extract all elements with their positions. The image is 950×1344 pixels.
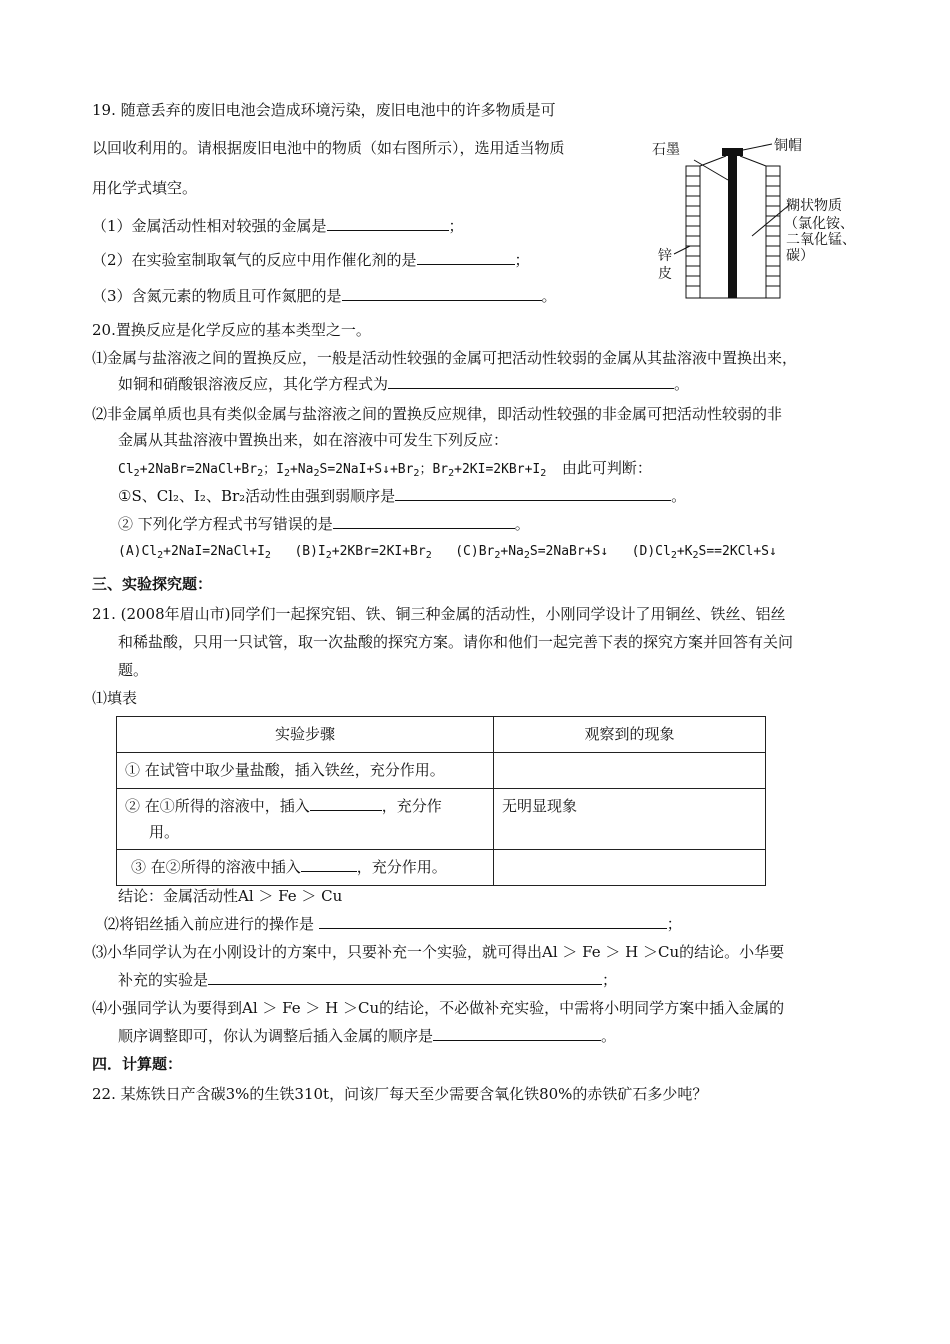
label-graphite: 石墨 [652,142,680,158]
q21-q4-line1: ⑷小强同学认为要得到Al ＞ Fe ＞ H ＞Cu的结论，不必做补充实验，中需将小明同学方案中插入金属的 [92,999,785,1017]
label-paste-3: 二氧化锰、 [786,232,856,248]
row3-step [117,850,494,886]
answer-blank-q21-2[interactable] [319,914,667,929]
q21-q4-text: 顺序调整即可，你认为调整后插入金属的顺序是 [118,1027,434,1045]
q20-qb-text: ② 下列化学方程式书写错误的是 [118,515,333,533]
q20-qa-end: 。 [671,487,687,505]
answer-blank-q19-3[interactable] [342,286,542,301]
q19-sub3 [92,286,557,306]
q21-q4-end: 。 [601,1027,617,1045]
label-paste-4: 碳） [786,248,814,264]
q20-p1-line1: ⑴金属与盐溶液之间的置换反应，一般是活动性较强的金属可把活动性较弱的金属从其盐溶液中置换出来， [92,349,798,367]
battery-diagram [648,136,888,306]
option-d[interactable]: $(D)Cl_2+K_2S==2KCl+S↓$ [631,544,777,561]
q20-p1-end: 。 [674,375,690,393]
q21-line1: 21. (2008年眉山市)同学们一起探究铝、铁、铜三种金属的活动性，小刚同学设计了用铜丝、铁丝、铝丝 [92,605,786,623]
q21-fill-table: ⑴填表 [92,689,138,707]
q19-sub1-text: （1）金属活动性相对较强的金属是 [92,217,327,235]
row1-observation[interactable] [494,753,766,789]
q20-qa-text: ①S、Cl₂、I₂、Br₂活动性由强到弱顺序是 [118,487,396,505]
zinc-wall-right [766,166,780,298]
q20-options [118,542,777,562]
answer-blank-q21-3[interactable] [208,970,602,985]
row3-observation[interactable] [494,850,766,886]
q19-sub1 [92,216,464,236]
row2-step-b: ，充分作 [381,797,442,815]
q19-sub2 [92,250,530,270]
q19-sub1-end: ； [448,217,464,235]
row3-step-a: ③ 在②所得的溶液中插入 [131,858,301,876]
q20-title: 20.置换反应是化学反应的基本类型之一。 [92,321,371,339]
answer-blank-q20-a[interactable] [395,486,671,501]
row2-step [117,789,494,850]
q20-p1-line2 [118,374,689,394]
answer-blank-q20-1[interactable] [388,374,674,389]
row3-step-b: ，充分作用。 [356,858,447,876]
section4-title: 四．计算题： [92,1055,183,1073]
q21-q2 [104,914,682,934]
q19-line2: 以回收利用的。请根据废旧电池中的物质（如右图所示），选用适当物质 [92,139,565,157]
label-paste-1: 糊状物质 [786,198,842,214]
label-zinc-2: 皮 [658,266,672,282]
q20-p2-line2: 金属从其盐溶液中置换出来，如在溶液中可发生下列反应： [118,431,509,449]
q19-sub2-text: （2）在实验室制取氧气的反应中用作催化剂的是 [92,251,417,269]
q20-p1-text: 如铜和硝酸银溶液反应，其化学方程式为 [118,375,389,393]
answer-blank-row2[interactable] [310,796,382,811]
row1-step: ① 在试管中取少量盐酸，插入铁丝，充分作用。 [117,753,494,789]
q22-text: 22. 某炼铁日产含碳3%的生铁310t，问该厂每天至少需要含氧化铁80%的赤铁矿石多少吨？ [92,1085,708,1103]
option-c[interactable]: $(C)Br_2+Na_2S=2NaBr+S↓$ [455,544,609,561]
label-copper-cap: 铜帽 [774,138,802,154]
q20-equations: $Cl_2+2NaBr=2NaCl+Br_2$；$I_2+Na_2S=2NaI+S↓+Br_2$；$Br_2+2KI=2KBr+I_2$ 由此可判断： [118,459,652,479]
q21-line3: 题。 [118,661,149,679]
answer-blank-row3[interactable] [301,857,357,872]
q19-line1: 19. 随意丢弃的废旧电池会造成环境污染，废旧电池中的许多物质是可 [92,101,556,119]
option-b[interactable]: $(B)I_2+2KBr=2KI+Br_2$ [294,544,432,561]
answer-blank-q20-b[interactable] [333,514,515,529]
q19-line3: 用化学式填空。 [92,179,198,197]
q21-line2: 和稀盐酸，只用一只试管，取一次盐酸的探究方案。请你和他们一起完善下表的探究方案并回答有关问 [118,633,794,651]
q21-conclusion: 结论：金属活动性Al ＞ Fe ＞ Cu [118,887,343,905]
row2-step-c: 用。 [149,823,180,841]
q20-judge: 由此可判断： [561,459,652,477]
zinc-wall-left [686,166,700,298]
q19-sub2-end: ； [514,251,530,269]
header-steps: 实验步骤 [117,717,494,753]
q20-qa [118,486,686,506]
q21-q3-line2 [118,970,617,990]
label-paste-2: （氯化铵、 [784,216,854,232]
header-observations: 观察到的现象 [494,717,766,753]
experiment-table [116,716,766,886]
q20-qb-end: 。 [514,515,530,533]
q19-sub3-text: （3）含氮元素的物质且可作氮肥的是 [92,287,342,305]
q21-q4-line2 [118,1026,616,1046]
graphite-rod [728,152,737,298]
q20-p2-line1: ⑵非金属单质也具有类似金属与盐溶液之间的置换反应规律，即活动性较强的非金属可把活动性较弱的非 [92,405,783,423]
option-a[interactable]: $(A)Cl_2+2NaI=2NaCl+I_2$ [118,544,271,561]
section3-title: 三、实验探究题： [92,575,213,593]
q21-q2-end: ； [666,915,682,933]
q21-q2-text: ⑵将铝丝插入前应进行的操作是 [104,915,315,933]
row2-observation: 无明显现象 [494,789,766,850]
q20-qb [118,514,530,534]
q21-q3-line1: ⑶小华同学认为在小刚设计的方案中，只要补充一个实验，就可得出Al ＞ Fe ＞ H ＞Cu的结论。小华要 [92,943,785,961]
answer-blank-q19-1[interactable] [327,216,449,231]
q21-q3-end: ； [602,971,618,989]
q21-q3-text: 补充的实验是 [118,971,209,989]
q19-sub3-end: 。 [541,287,557,305]
answer-blank-q19-2[interactable] [417,250,515,265]
answer-blank-q21-4[interactable] [433,1026,601,1041]
copper-cap [722,148,743,156]
label-zinc-1: 锌 [658,248,672,264]
row2-step-a: ② 在①所得的溶液中，插入 [125,797,310,815]
